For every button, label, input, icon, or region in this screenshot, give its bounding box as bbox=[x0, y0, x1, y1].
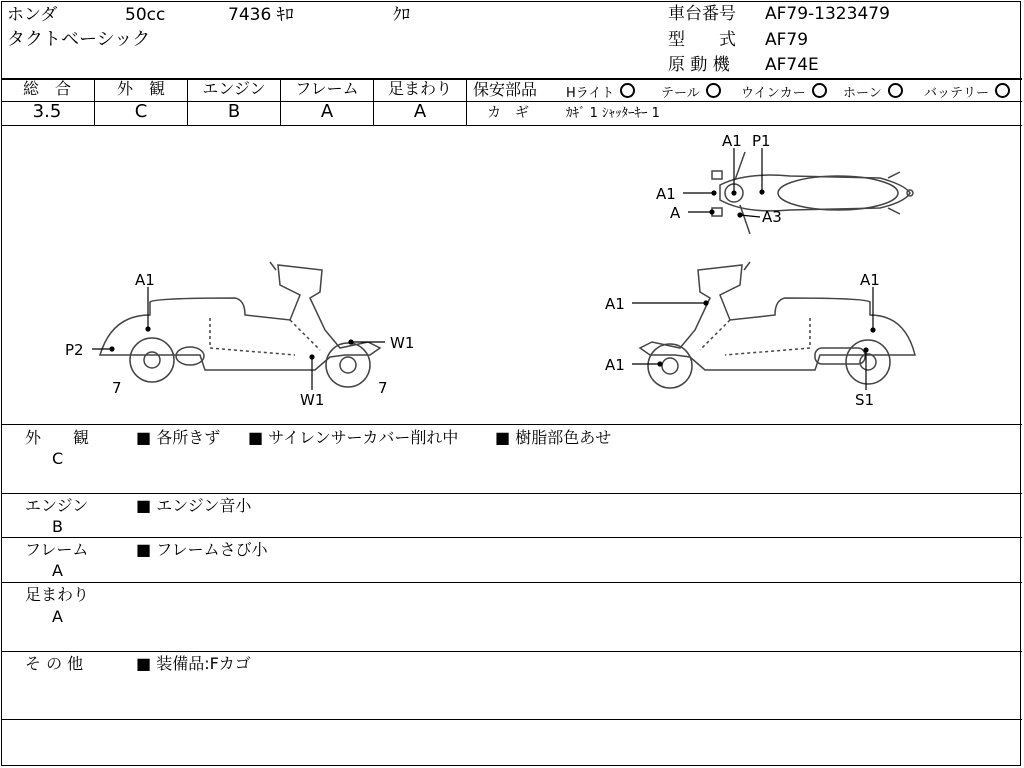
section-engine-grade: B bbox=[52, 517, 63, 536]
section-exterior-grade: C bbox=[52, 449, 64, 468]
safety-item-headlight: Hライト bbox=[566, 83, 635, 100]
section-suspension-grade: A bbox=[52, 607, 63, 626]
label-left-w1-lower: W1 bbox=[300, 391, 325, 409]
label-left-7-front: 7 bbox=[378, 379, 388, 397]
safety-item-winker: ウインカー bbox=[741, 83, 827, 100]
section-exterior-item: ■ 樹脂部色あせ bbox=[495, 428, 612, 447]
section-suspension-label: 足まわり bbox=[25, 585, 90, 604]
frame-grade-label: フレーム bbox=[295, 79, 359, 98]
label-right-a1-lower: A1 bbox=[605, 356, 625, 374]
section-divider bbox=[1, 537, 1022, 538]
engine-code: AF74E bbox=[765, 55, 819, 75]
diagram-bottom-line bbox=[1, 424, 1022, 425]
maker: ホンダ bbox=[7, 5, 58, 25]
grade-col-line bbox=[466, 79, 467, 125]
section-frame-grade: A bbox=[52, 561, 63, 580]
scooter-top-view bbox=[712, 152, 913, 234]
label-left-w1: W1 bbox=[390, 334, 415, 352]
suspension-grade: A bbox=[413, 101, 427, 122]
color: ｸﾛ bbox=[393, 5, 410, 25]
engine-label: 原 動 機 bbox=[668, 55, 730, 75]
label-top-a1: A1 bbox=[722, 132, 742, 150]
key-label: カ ギ bbox=[487, 105, 529, 121]
label-right-a1-upper: A1 bbox=[605, 295, 625, 313]
section-engine-label: エンジン bbox=[25, 496, 89, 515]
label-top-p1: P1 bbox=[752, 132, 771, 150]
label-left-p2: P2 bbox=[65, 341, 84, 359]
label-right-a1-rear: A1 bbox=[860, 271, 880, 289]
overall-label: 総 合 bbox=[22, 79, 71, 98]
section-exterior-item: ■ サイレンサーカバー削れ中 bbox=[248, 428, 459, 447]
section-engine-item: ■ エンジン音小 bbox=[136, 496, 252, 515]
section-frame-label: フレーム bbox=[25, 540, 89, 559]
displacement: 50cc bbox=[125, 5, 166, 25]
exterior-label: 外 観 bbox=[116, 79, 165, 98]
damage-markers bbox=[92, 148, 875, 390]
section-divider bbox=[1, 719, 1022, 720]
frame-no-label: 車台番号 bbox=[668, 4, 736, 24]
section-divider bbox=[1, 651, 1022, 652]
mileage: 7436 ｷﾛ bbox=[228, 5, 294, 25]
label-top-a: A bbox=[670, 204, 681, 222]
engine-grade-label: エンジン bbox=[202, 79, 266, 98]
model-label: 型 式 bbox=[668, 30, 736, 50]
section-other-item: ■ 装備品:Fカゴ bbox=[136, 654, 251, 673]
damage-diagram bbox=[0, 126, 1022, 424]
engine-grade: B bbox=[227, 101, 241, 122]
safety-mid-line bbox=[467, 101, 1022, 102]
section-divider bbox=[1, 493, 1022, 494]
frame-no: AF79-1323479 bbox=[765, 4, 890, 24]
ok-circle-icon bbox=[706, 83, 721, 98]
label-top-a1-left: A1 bbox=[656, 185, 676, 203]
label-top-a3: A3 bbox=[762, 208, 782, 226]
safety-label: 保安部品 bbox=[473, 80, 538, 99]
key-value: ｶｷﾞ 1 ｼｬｯﾀｰｷｰ 1 bbox=[566, 106, 660, 121]
label-right-s1: S1 bbox=[855, 391, 875, 409]
section-frame-item: ■ フレームさび小 bbox=[136, 540, 268, 559]
label-left-a1: A1 bbox=[135, 271, 155, 289]
safety-item-tail: テール bbox=[661, 83, 721, 100]
exterior-grade: C bbox=[134, 101, 148, 122]
section-exterior-item: ■ 各所きず bbox=[136, 428, 221, 447]
label-left-7-rear: 7 bbox=[112, 379, 122, 397]
ok-circle-icon bbox=[888, 83, 903, 98]
section-other-label: そ の 他 bbox=[25, 654, 84, 673]
section-divider bbox=[1, 582, 1022, 583]
safety-item-battery: バッテリー bbox=[924, 83, 1010, 100]
ok-circle-icon bbox=[620, 83, 635, 98]
overall-grade: 3.5 bbox=[32, 101, 62, 122]
model-code: AF79 bbox=[765, 30, 809, 50]
frame-grade: A bbox=[320, 101, 334, 122]
ok-circle-icon bbox=[995, 83, 1010, 98]
suspension-grade-label: 足まわり bbox=[387, 79, 452, 98]
section-exterior-label: 外 観 bbox=[25, 428, 90, 447]
model-name: タクトベーシック bbox=[7, 29, 151, 50]
safety-item-horn: ホーン bbox=[843, 83, 903, 100]
ok-circle-icon bbox=[812, 83, 827, 98]
